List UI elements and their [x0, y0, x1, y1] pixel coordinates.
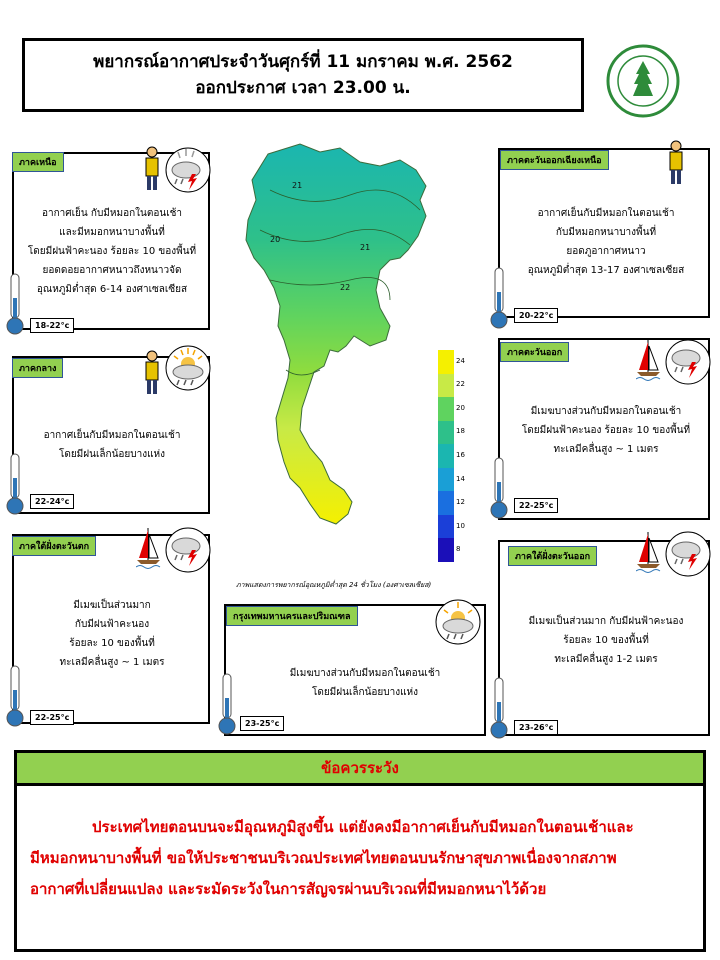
storm-cloud-icon: [164, 146, 212, 194]
north-line: โดยมีฝนฟ้าคะนอง ร้อยละ 10 ของพื้นที่: [27, 246, 197, 257]
legend-label: 8: [456, 545, 461, 554]
northeast-line: กับมีหมอกหนาบางพื้นที่: [555, 227, 657, 238]
south-west-label: ภาคใต้ฝั่งตะวันตก: [12, 536, 96, 556]
northeast-line: ยอดภูอากาศหนาว: [566, 246, 646, 257]
legend-swatch: [438, 444, 454, 468]
legend-labels: [456, 350, 472, 562]
contour-label: 21: [292, 181, 303, 190]
central-line: โดยมีฝนเล็กน้อยบางแห่ง: [58, 449, 166, 460]
central-forecast: [22, 426, 202, 464]
legend-swatch: [438, 538, 454, 562]
east-line: โดยมีฝนฟ้าคะนอง ร้อยละ 10 ของพื้นที่: [521, 425, 691, 436]
bangkok-temp: 23-25°c: [240, 716, 284, 731]
legend-label: 22: [456, 380, 465, 389]
legend-label: 10: [456, 521, 465, 530]
warning-line: อากาศที่เปลี่ยนแปลง และระมัดระวังในการสัญจรผ่านบริเวณที่มีหมอกหนาไว้ด้วย: [30, 880, 547, 898]
storm-cloud-icon: [164, 526, 212, 574]
north-forecast: [22, 204, 202, 299]
north-line: ยอดดอยอากาศหนาวถึงหนาวจัด: [42, 265, 182, 276]
south-east-line: มีเมฆเป็นส่วนมาก กับมีฝนฟ้าคะนอง: [528, 616, 684, 627]
south-west-line: กับมีฝนฟ้าคะนอง: [74, 619, 150, 630]
north-line: อุณหภูมิต่ำสุด 6-14 องศาเซลเซียส: [36, 284, 188, 295]
northeast-line: อุณหภูมิต่ำสุด 13-17 องศาเซลเซียส: [527, 265, 685, 276]
south-west-line: ร้อยละ 10 ของพื้นที่: [69, 638, 155, 649]
north-label: ภาคเหนือ: [12, 152, 64, 172]
central-label: ภาคกลาง: [12, 358, 63, 378]
warning-text: [30, 812, 690, 905]
sun-rain-icon: [434, 598, 482, 646]
person-icon: [664, 140, 688, 188]
central-line: อากาศเย็นกับมีหมอกในตอนเช้า: [43, 430, 181, 441]
storm-cloud-icon: [664, 530, 712, 578]
legend-swatch: [438, 374, 454, 398]
warning-line: มีหมอกหนาบางพื้นที่ ขอให้ประชาชนบริเวณประเทศไทยตอนบนรักษาสุขภาพเนื่องจากสภาพ: [30, 849, 617, 867]
south-east-forecast: [508, 612, 704, 669]
contour-label: 20: [270, 235, 281, 244]
thermometer-icon: [4, 272, 26, 340]
person-icon: [140, 350, 164, 398]
east-forecast: [508, 402, 704, 459]
south-west-line: มีเมฆเป็นส่วนมาก: [73, 600, 151, 611]
thermometer-icon: [4, 664, 26, 732]
east-line: ทะเลมีคลื่นสูง ~ 1 เมตร: [553, 444, 659, 455]
issue-time: ออกประกาศ เวลา 23.00 น.: [195, 78, 411, 98]
bangkok-line: มีเมฆบางส่วนกับมีหมอกในตอนเช้า: [289, 668, 441, 679]
south-east-temp: 23-26°c: [514, 720, 558, 735]
north-line: อากาศเย็น กับมีหมอกในตอนเช้า: [41, 208, 183, 219]
legend-swatch: [438, 515, 454, 539]
legend-label: 20: [456, 403, 465, 412]
thermometer-icon: [488, 456, 510, 524]
thailand-shape: [246, 144, 426, 524]
bangkok-label: กรุงเทพมหานครและปริมณฑล: [226, 606, 358, 626]
legend-swatch: [438, 491, 454, 515]
contour-label: 22: [340, 283, 351, 292]
thermometer-icon: [488, 676, 510, 744]
sailboat-icon: [636, 338, 662, 386]
northeast-line: อากาศเย็นกับมีหมอกในตอนเช้า: [537, 208, 675, 219]
legend-swatch: [438, 350, 454, 374]
legend-label: 12: [456, 498, 465, 507]
south-west-line: ทะเลมีคลื่นสูง ~ 1 เมตร: [59, 657, 165, 668]
storm-cloud-icon: [664, 338, 712, 386]
legend-label: 18: [456, 427, 465, 436]
bangkok-line: โดยมีฝนเล็กน้อยบางแห่ง: [311, 687, 419, 698]
south-east-line: ร้อยละ 10 ของพื้นที่: [563, 635, 649, 646]
tmd-seal-icon: [606, 44, 680, 118]
northeast-temp: 20-22°c: [514, 308, 558, 323]
north-temp: 18-22°c: [30, 318, 74, 333]
thermometer-icon: [216, 672, 238, 740]
northeast-forecast: [508, 204, 704, 280]
south-west-temp: 22-25°c: [30, 710, 74, 725]
person-icon: [140, 146, 164, 194]
sailboat-icon: [636, 530, 662, 578]
sailboat-icon: [136, 526, 162, 574]
map-caption: ภาพแสดงการพยากรณ์อุณหภูมิต่ำสุด 24 ชั่วโมง (องศาเซลเซียส): [236, 581, 432, 589]
legend-swatch: [438, 397, 454, 421]
south-east-line: ทะเลมีคลื่นสูง 1-2 เมตร: [554, 654, 658, 665]
warning-line: ประเทศไทยตอนบนจะมีอุณหภูมิสูงขึ้น แต่ยังคงมีอากาศเย็นกับมีหมอกในตอนเช้าและ: [92, 818, 634, 836]
sun-rain-icon: [164, 344, 212, 392]
legend-label: 16: [456, 451, 465, 459]
legend-label: 24: [456, 356, 465, 365]
contour-label: 21: [360, 243, 371, 252]
east-temp: 22-25°c: [514, 498, 558, 513]
forecast-title: พยากรณ์อากาศประจำวันศุกร์ที่ 11 มกราคม พ.ศ. 2562: [93, 52, 513, 72]
legend-bar: [438, 350, 454, 562]
legend-swatch: [438, 421, 454, 445]
legend-swatch: [438, 468, 454, 492]
thermometer-icon: [4, 452, 26, 520]
south-west-forecast: [22, 596, 202, 672]
map-legend: [438, 350, 472, 564]
thermometer-icon: [488, 266, 510, 334]
forecast-header: [22, 38, 584, 112]
central-temp: 22-24°c: [30, 494, 74, 509]
east-line: มีเมฆบางส่วนกับมีหมอกในตอนเช้า: [530, 406, 682, 417]
northeast-label: ภาคตะวันออกเฉียงเหนือ: [500, 150, 609, 170]
bangkok-forecast: [250, 664, 480, 702]
east-label: ภาคตะวันออก: [500, 342, 569, 362]
north-line: และมีหมอกหนาบางพื้นที่: [59, 227, 165, 238]
warning-title: ข้อควรระวัง: [14, 750, 706, 786]
legend-label: 14: [456, 474, 465, 483]
south-east-label: ภาคใต้ฝั่งตะวันออก: [508, 546, 597, 566]
